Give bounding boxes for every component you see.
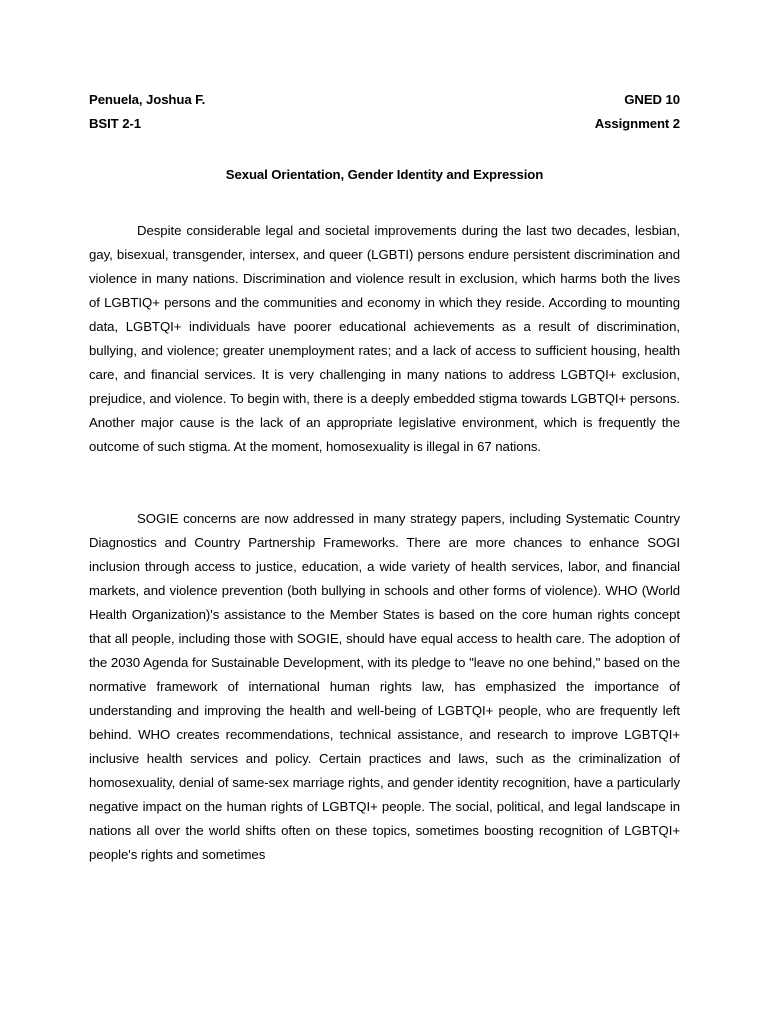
- document-content: [89, 88, 680, 867]
- paragraph-1: Despite considerable legal and societal improvements during the last two decades, lesbian, gay, bisexual, transgender, intersex, and queer (LGBTI) persons endure persistent discrimination and violence in many nations. Discrimination and violence result in exclusion, which harms both the lives of LGBTIQ+ persons and the communities and economy in which they reside. According to mounting data, LGBTQI+ individuals have poorer educational achievements as a result of discrimination, bullying, and violence; greater unemployment rates; and a lack of access to sufficient housing, health care, and financial services. It is very challenging in many nations to address LGBTQI+ exclusion, prejudice, and violence. To begin with, there is a deeply embedded stigma towards LGBTQI+ persons. Another major cause is the lack of an appropriate legislative environment, which is frequently the outcome of such stigma. At the moment, homosexuality is illegal in 67 nations.: [89, 223, 680, 454]
- header-row-section-assignment: [89, 112, 680, 136]
- header-row-name-course: [89, 88, 680, 112]
- student-name: Penuela, Joshua F.: [89, 92, 206, 107]
- assignment-label: Assignment 2: [594, 116, 680, 131]
- student-section: BSIT 2-1: [89, 116, 141, 131]
- course-code: GNED 10: [624, 92, 680, 107]
- page-title: Sexual Orientation, Gender Identity and Expression: [225, 167, 544, 182]
- paragraph-2: SOGIE concerns are now addressed in many strategy papers, including Systematic Country Diagnostics and Country Partnership Frameworks. There are more chances to enhance SOGI inclusion through access to justice, education, a wide variety of health services, labor, and financial markets, and violence prevention (both bullying in schools and other forms of violence). WHO (World Health Organization)'s assistance to the Member States is based on the core human rights concept that all people, including those with SOGIE, should have equal access to health care. The adoption of the 2030 Agenda for Sustainable Development, with its pledge to "leave no one behind," based on the normative framework of international human rights law, has emphasized the importance of understanding and improving the health and well-being of LGBTQI+ people, who are frequently left behind. WHO creates recommendations, technical assistance, and research to improve LGBTQI+ inclusive health services and policy. Certain practices and laws, such as the criminalization of homosexuality, denial of same-sex marriage rights, and gender identity recognition, have a particularly negative impact on the human rights of LGBTQI+ people. The social, political, and legal landscape in nations all over the world shifts often on these topics, sometimes boosting recognition of LGBTQI+ people's rights and sometimes: [89, 511, 680, 862]
